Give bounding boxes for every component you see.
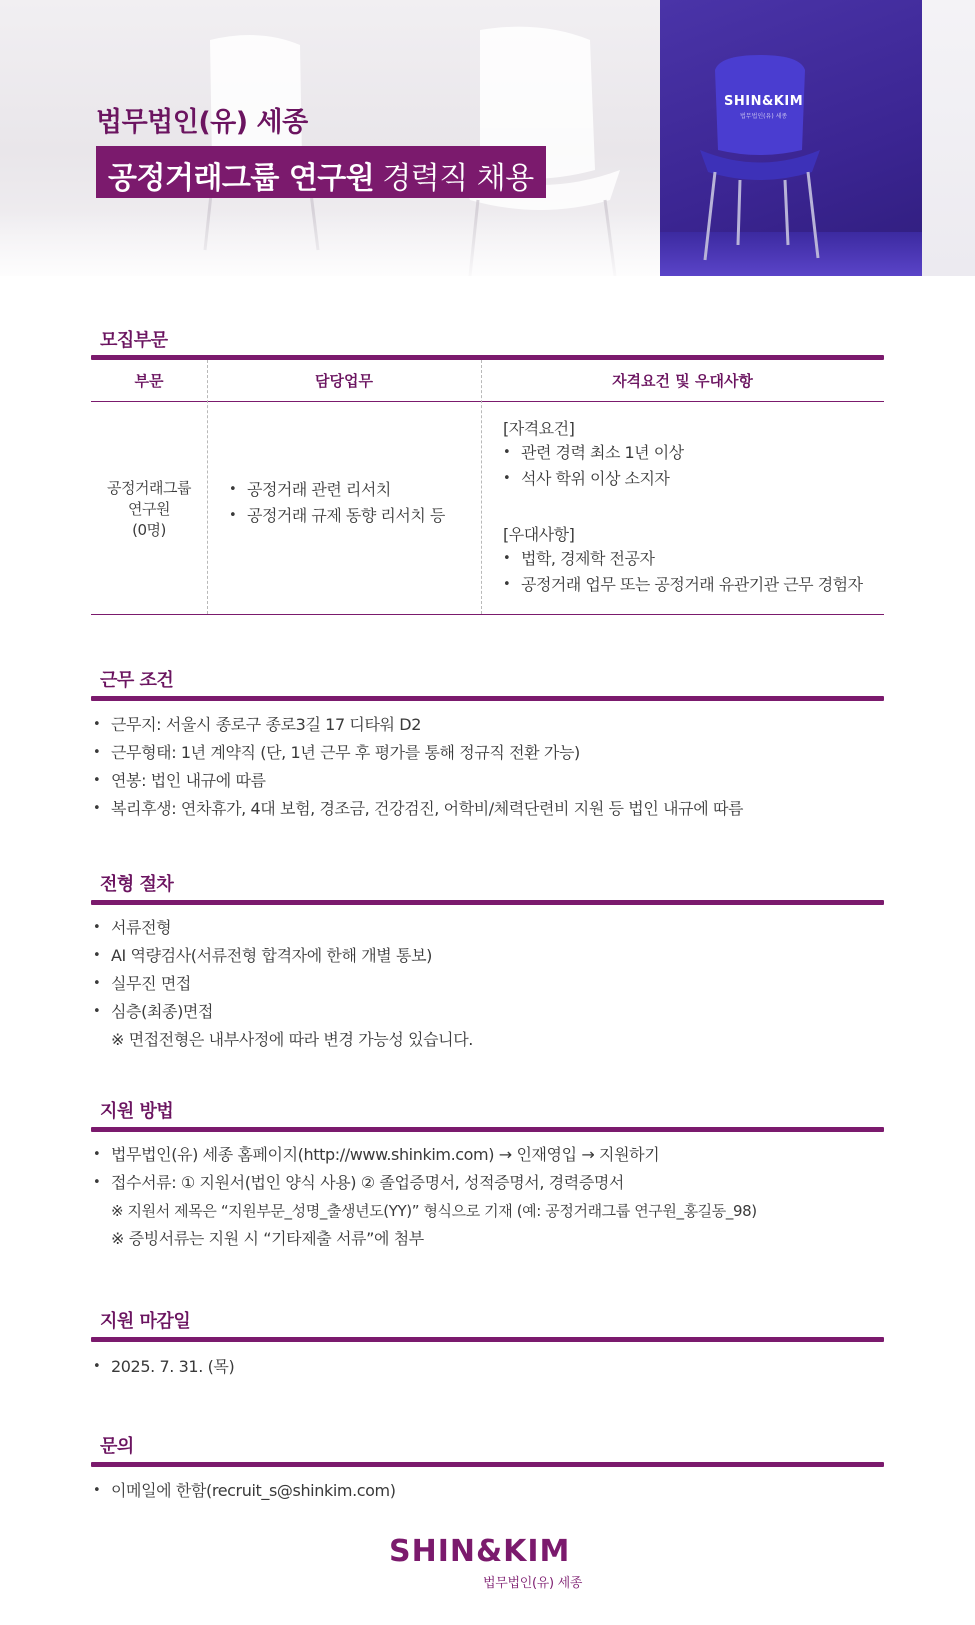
list-item: • 복리후생: 연차휴가, 4대 보험, 경조금, 건강검진, 어학비/체력단련비 지원 등 법인 내규에 따름: [93, 795, 883, 823]
list-item: • 근무형태: 1년 계약직 (단, 1년 근무 후 평가를 통해 정규직 전환 가능): [93, 739, 883, 767]
preference-heading: [우대사항]: [503, 525, 575, 544]
dept-line: 공정거래그룹: [107, 479, 191, 497]
list-item: • 법학, 경제학 전공자: [503, 546, 863, 572]
list-item: • 2025. 7. 31. (목): [93, 1353, 883, 1381]
conditions-list: [93, 711, 883, 823]
section-title-recruit: 모집부문: [100, 330, 168, 351]
section-title-deadline: 지원 마감일: [100, 1311, 191, 1332]
cell-qualifications: [503, 440, 684, 492]
dept-line: (0명): [132, 521, 166, 539]
hero-right-strip: [922, 0, 975, 276]
chair-logo-sub: 법무법인(유) 세종: [740, 113, 788, 120]
list-item: • 공정거래 관련 리서치: [229, 477, 445, 503]
firm-name: 법무법인(유) 세종: [96, 107, 308, 138]
list-item: • 석사 학위 이상 소지자: [503, 466, 684, 492]
table-header: [91, 360, 884, 402]
inquiry-list: [93, 1477, 883, 1505]
featured-chair-illustration: [660, 0, 922, 276]
list-item: • AI 역량검사(서류전형 합격자에 한해 개별 통보): [93, 942, 883, 970]
list-item: • 서류전형: [93, 914, 883, 942]
list-item: • 실무진 면접: [93, 970, 883, 998]
page-title: [96, 146, 546, 198]
section-rule: [91, 1462, 884, 1467]
apply-list: [93, 1141, 883, 1253]
hero-floor: [0, 210, 660, 276]
chair-logo: SHIN&KIM: [724, 94, 804, 109]
section-title-apply: 지원 방법: [100, 1101, 174, 1122]
column-divider: [207, 360, 208, 614]
qualification-heading: [자격요건]: [503, 419, 575, 438]
footer-logo: SHIN&KIM: [389, 1534, 571, 1569]
section-rule: [91, 1337, 884, 1342]
cell-dept: [91, 478, 207, 541]
column-divider: [481, 360, 482, 614]
list-item: • 근무지: 서울시 종로구 종로3길 17 디타워 D2: [93, 711, 883, 739]
section-title-conditions: 근무 조건: [100, 670, 174, 691]
process-list: [93, 914, 883, 1054]
table-bottom-rule: [91, 614, 884, 615]
apply-note: ※ 지원서 제목은 “지원부문_성명_출생년도(YY)” 형식으로 기재 (예: 공정거래그룹 연구원_홍길동_98): [111, 1202, 757, 1220]
section-rule: [91, 900, 884, 905]
list-item: • 이메일에 한함(recruit_s@shinkim.com): [93, 1477, 883, 1505]
list-item: • 공정거래 업무 또는 공정거래 유관기관 근무 경험자: [503, 572, 863, 598]
header-qualifications: 자격요건 및 우대사항: [612, 372, 753, 390]
apply-note: ※ 증빙서류는 지원 시 “기타제출 서류”에 첨부: [111, 1229, 424, 1248]
title-light: 경력직 채용: [382, 161, 534, 196]
list-item: • 관련 경력 최소 1년 이상: [503, 440, 684, 466]
process-note: ※ 면접전형은 내부사정에 따라 변경 가능성 있습니다.: [111, 1030, 473, 1049]
list-item: • 공정거래 규제 동향 리서치 등: [229, 503, 445, 529]
header-duties: 담당업무: [315, 372, 373, 390]
cell-preferences: [503, 546, 863, 598]
header-dept: 부문: [134, 372, 164, 390]
list-item: • 연봉: 법인 내규에 따름: [93, 767, 883, 795]
deadline-list: [93, 1353, 883, 1381]
section-rule: [91, 696, 884, 701]
section-title-inquiry: 문의: [100, 1436, 134, 1457]
section-rule: [91, 1127, 884, 1132]
title-bold: 공정거래그룹 연구원: [108, 161, 375, 196]
footer-logo-sub: 법무법인(유) 세종: [483, 1576, 583, 1591]
hero-banner: [0, 0, 975, 276]
cell-duties: [229, 477, 445, 529]
list-item: • 심층(최종)면접: [93, 998, 883, 1026]
list-item: • 법무법인(유) 세종 홈페이지(http://www.shinkim.com) → 인재영입 → 지원하기: [93, 1141, 883, 1169]
dept-line: 연구원: [128, 500, 170, 518]
section-title-process: 전형 절차: [100, 874, 174, 895]
list-item: • 접수서류: ① 지원서(법인 양식 사용) ② 졸업증명서, 성적증명서, 경력증명서: [93, 1169, 883, 1197]
